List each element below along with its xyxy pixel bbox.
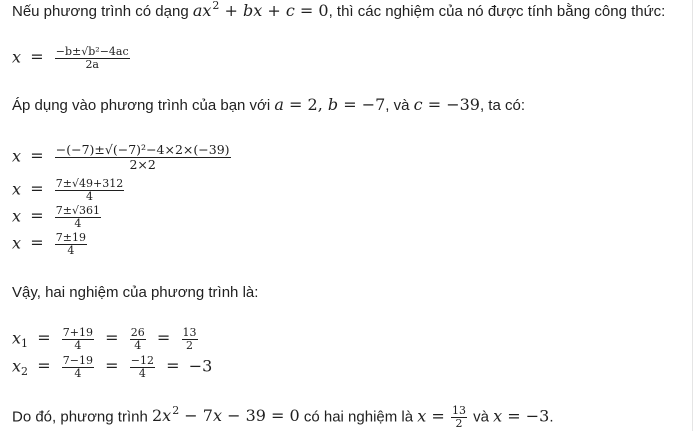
quadratic-formula: [12, 46, 132, 71]
x1-sub: 1: [21, 337, 29, 351]
step-3-fraction: [55, 205, 101, 230]
step-4-fraction: [55, 232, 87, 257]
step-4-denominator: 4: [67, 244, 75, 257]
step-3-denominator: 4: [74, 217, 82, 230]
final-text-2: có hai nghiệm là: [303, 408, 414, 426]
formula-numerator: −b±√b²−4ac: [55, 45, 129, 58]
formula-denominator: 2a: [85, 58, 99, 71]
step-2-lhs: x: [12, 179, 22, 199]
conclusion-intro: Vậy, hai nghiệm của phương trình là:: [12, 284, 259, 301]
params-a-b: a = 2, b = −7: [274, 95, 386, 114]
scrollbar-track: [692, 0, 698, 431]
root-x2: $x_2$ = $\frac{7-19}{4}$ = $\frac{-12}{4}$ = −3: [12, 354, 213, 380]
step-2-denominator: 4: [86, 190, 93, 203]
step-3: x = $\frac{7\pm√361}{4}$: [12, 204, 101, 230]
apply-text-2: , và: [385, 97, 410, 114]
formula-lhs: x: [12, 47, 22, 67]
step-1: x = $\frac{\text{−(−7)±√(−7)²−4×2×(−39)}}{2\times 2}$: [12, 142, 230, 172]
formula-eq: =: [30, 47, 44, 67]
final-fraction: $\frac{13}{2}$: [451, 404, 466, 430]
apply-line: [12, 95, 525, 116]
step-1-numerator: −(−7)±√(−7)²−4×2×(−39): [55, 142, 230, 157]
x1-fraction-1: $\frac{7+19}{4}$: [62, 326, 93, 352]
step-4-numerator: 7±19: [55, 231, 86, 244]
x1-fraction-2: $\frac{26}{4}$: [130, 326, 145, 352]
step-4: x = $\frac{7\pm 19}{4}$: [12, 231, 86, 257]
x2-result: −3: [188, 356, 213, 376]
general-equation: $ax^2$ + bx + c = 0: [192, 0, 329, 20]
final-line: Do đó, phương trình $2x^2 - 7x - 39 = 0$ có hai nghiệm là x = $\frac{13}{2}$ và x = −3.: [12, 404, 554, 430]
step-4-lhs: x: [12, 233, 22, 253]
apply-text-3: , ta có:: [479, 97, 525, 114]
intro-line: [12, 1, 665, 23]
step-3-lhs: x: [12, 206, 22, 226]
x2-fraction-1: $\frac{7-19}{4}$: [62, 354, 93, 380]
final-equation: $2x^2 - 7x - 39 = 0$: [151, 404, 300, 426]
final-other-root: −3: [525, 406, 550, 426]
step-1-fraction: [55, 143, 231, 172]
formula-fraction: [55, 46, 130, 71]
root-x1: $x_1$ = $\frac{7+19}{4}$ = $\frac{26}{4}$ = $\frac{13}{2}$: [12, 326, 197, 352]
x2-fraction-2: $\frac{-12}{4}$: [130, 354, 154, 380]
step-1-denominator: 2×2: [129, 157, 156, 172]
x1-fraction-3: $\frac{13}{2}$: [182, 326, 197, 352]
step-3-numerator: 7±√361: [55, 204, 101, 217]
final-text-4: .: [549, 408, 554, 426]
x1-lhs: x: [12, 328, 22, 348]
x2-sub: 2: [21, 365, 29, 379]
final-text-1: Do đó, phương trình: [12, 408, 148, 426]
intro-text-after: , thì các nghiệm của nó được tính bằng công thức:: [328, 3, 666, 20]
step-1-lhs: x: [12, 146, 22, 166]
x2-lhs: x: [12, 356, 22, 376]
final-text-3: và: [473, 408, 489, 426]
apply-text-1: Áp dụng vào phương trình của bạn với: [12, 97, 271, 114]
intro-text-before: Nếu phương trình có dạng: [12, 3, 189, 20]
param-c: c = −39: [413, 95, 480, 114]
step-2-numerator: 7±√49+312: [55, 177, 124, 190]
step-2-fraction: [55, 178, 124, 203]
step-2: x = $\frac{7\pm√49+312}{4}$: [12, 177, 124, 203]
